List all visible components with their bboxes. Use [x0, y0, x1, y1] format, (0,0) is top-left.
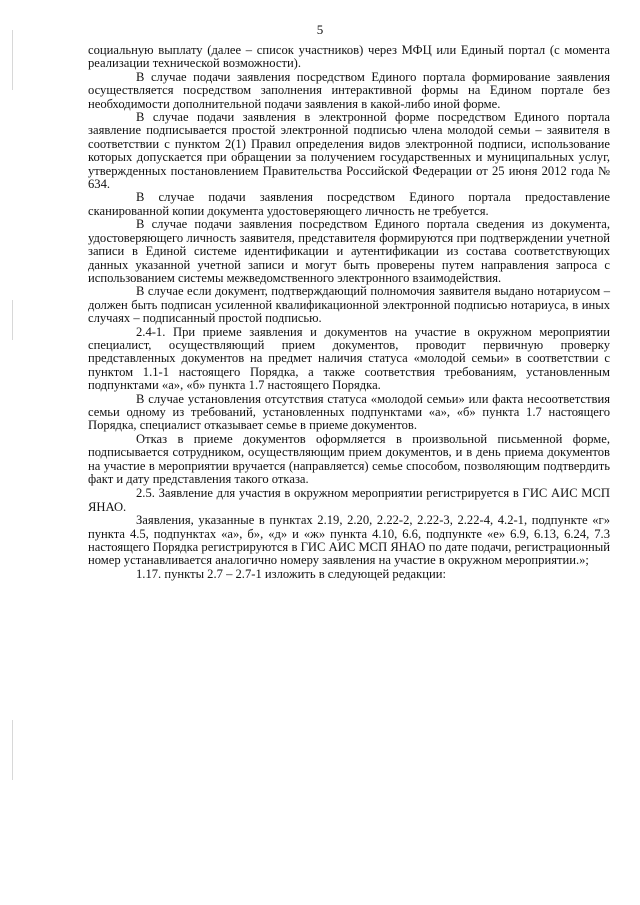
paragraph: В случае подачи заявления посредством Единого портала формирование заявления осуществляется посредством заполнения интерактивной формы на Едином портале без необходимости дополнительной подачи заявления в какой-либо иной форме. — [88, 69, 610, 111]
paragraph: Заявления, указанные в пунктах 2.19, 2.20, 2.22-2, 2.22-3, 2.22-4, 4.2-1, подпункте «г» пункта 4.5, подпунктах «а», б», «д» и «ж» пункта 4.10, 6.6, подпункте «е» 6.9, 6.13, 6.24, 7.3 настоящего Порядка регистрируются в ГИС АИС МСП ЯНАО по дате подачи, регистрационный номер устанавливается аналогично номеру заявления на участие в окружном мероприятии.»; — [88, 513, 610, 568]
paragraph: В случае подачи заявления в электронной форме посредством Единого портала заявление подписывается простой электронной подписью члена молодой семьи – заявителя в соответствии с пунктом 2(1) Правил определения видов электронной подписи, использование которых допускается при обращении за получением государственных и муниципальных услуг, утвержденных постановлением Правительства Российской Федерации от 25 июня 2012 года № 634. — [88, 110, 610, 192]
paragraph: В случае подачи заявления посредством Единого портала предоставление сканированной копии документа удостоверяющего личность не требуется. — [88, 190, 610, 218]
scan-margin-mark — [12, 30, 13, 90]
document-body — [88, 44, 610, 581]
page-number: 5 — [316, 22, 324, 37]
scan-margin-mark — [12, 720, 13, 780]
paragraph: 2.5. Заявление для участия в окружном мероприятии регистрируется в ГИС АИС МСП ЯНАО. — [88, 486, 610, 514]
paragraph: В случае если документ, подтверждающий полномочия заявителя выдано нотариусом – должен быть подписан усиленной квалификационной электронной подписью нотариуса, в иных случаях – подписанный простой подписью. — [88, 284, 610, 326]
scan-margin-mark — [12, 300, 13, 340]
paragraph: В случае подачи заявления посредством Единого портала сведения из документа, удостоверяющего личность заявителя, представителя формируются при подтверждении учетной записи в Единой системе идентификации и аутентификации из состава соответствующих данных указанной учетной записи и могут быть проверены путем направления запроса с использованием системы межведомственного электронного взаимодействия. — [88, 217, 610, 285]
paragraph: Отказ в приеме документов оформляется в произвольной письменной форме, подписывается сотрудником, осуществляющим прием документов, и в день приема документов на участие в мероприятии вручается (направляется) семье способом, позволяющим подтвердить факт и дату представления такого отказа. — [88, 431, 610, 486]
paragraph: 1.17. пункты 2.7 – 2.7-1 изложить в следующей редакции: — [136, 566, 446, 581]
paragraph: социальную выплату (далее – список участников) через МФЦ или Единый портал (с момента реализации технической возможности). — [88, 43, 610, 71]
paragraph: 2.4-1. При приеме заявления и документов на участие в окружном мероприятии специалист, осуществляющий прием документов, проводит первичную проверку представленных документов на предмет наличия статуса «молодой семьи» в соответствии с пунктом 1.1-1 настоящего Порядка, а также соответствия требованиям, установленным подпунктами «а», «б» пункта 1.7 настоящего Порядка. — [88, 324, 610, 393]
paragraph: В случае установления отсутствия статуса «молодой семьи» или факта несоответствия семьи одному из требований, установленных подпунктами «а», «б» пункта 1.7 настоящего Порядка, специалист отказывает семье в приеме документов. — [88, 391, 610, 433]
